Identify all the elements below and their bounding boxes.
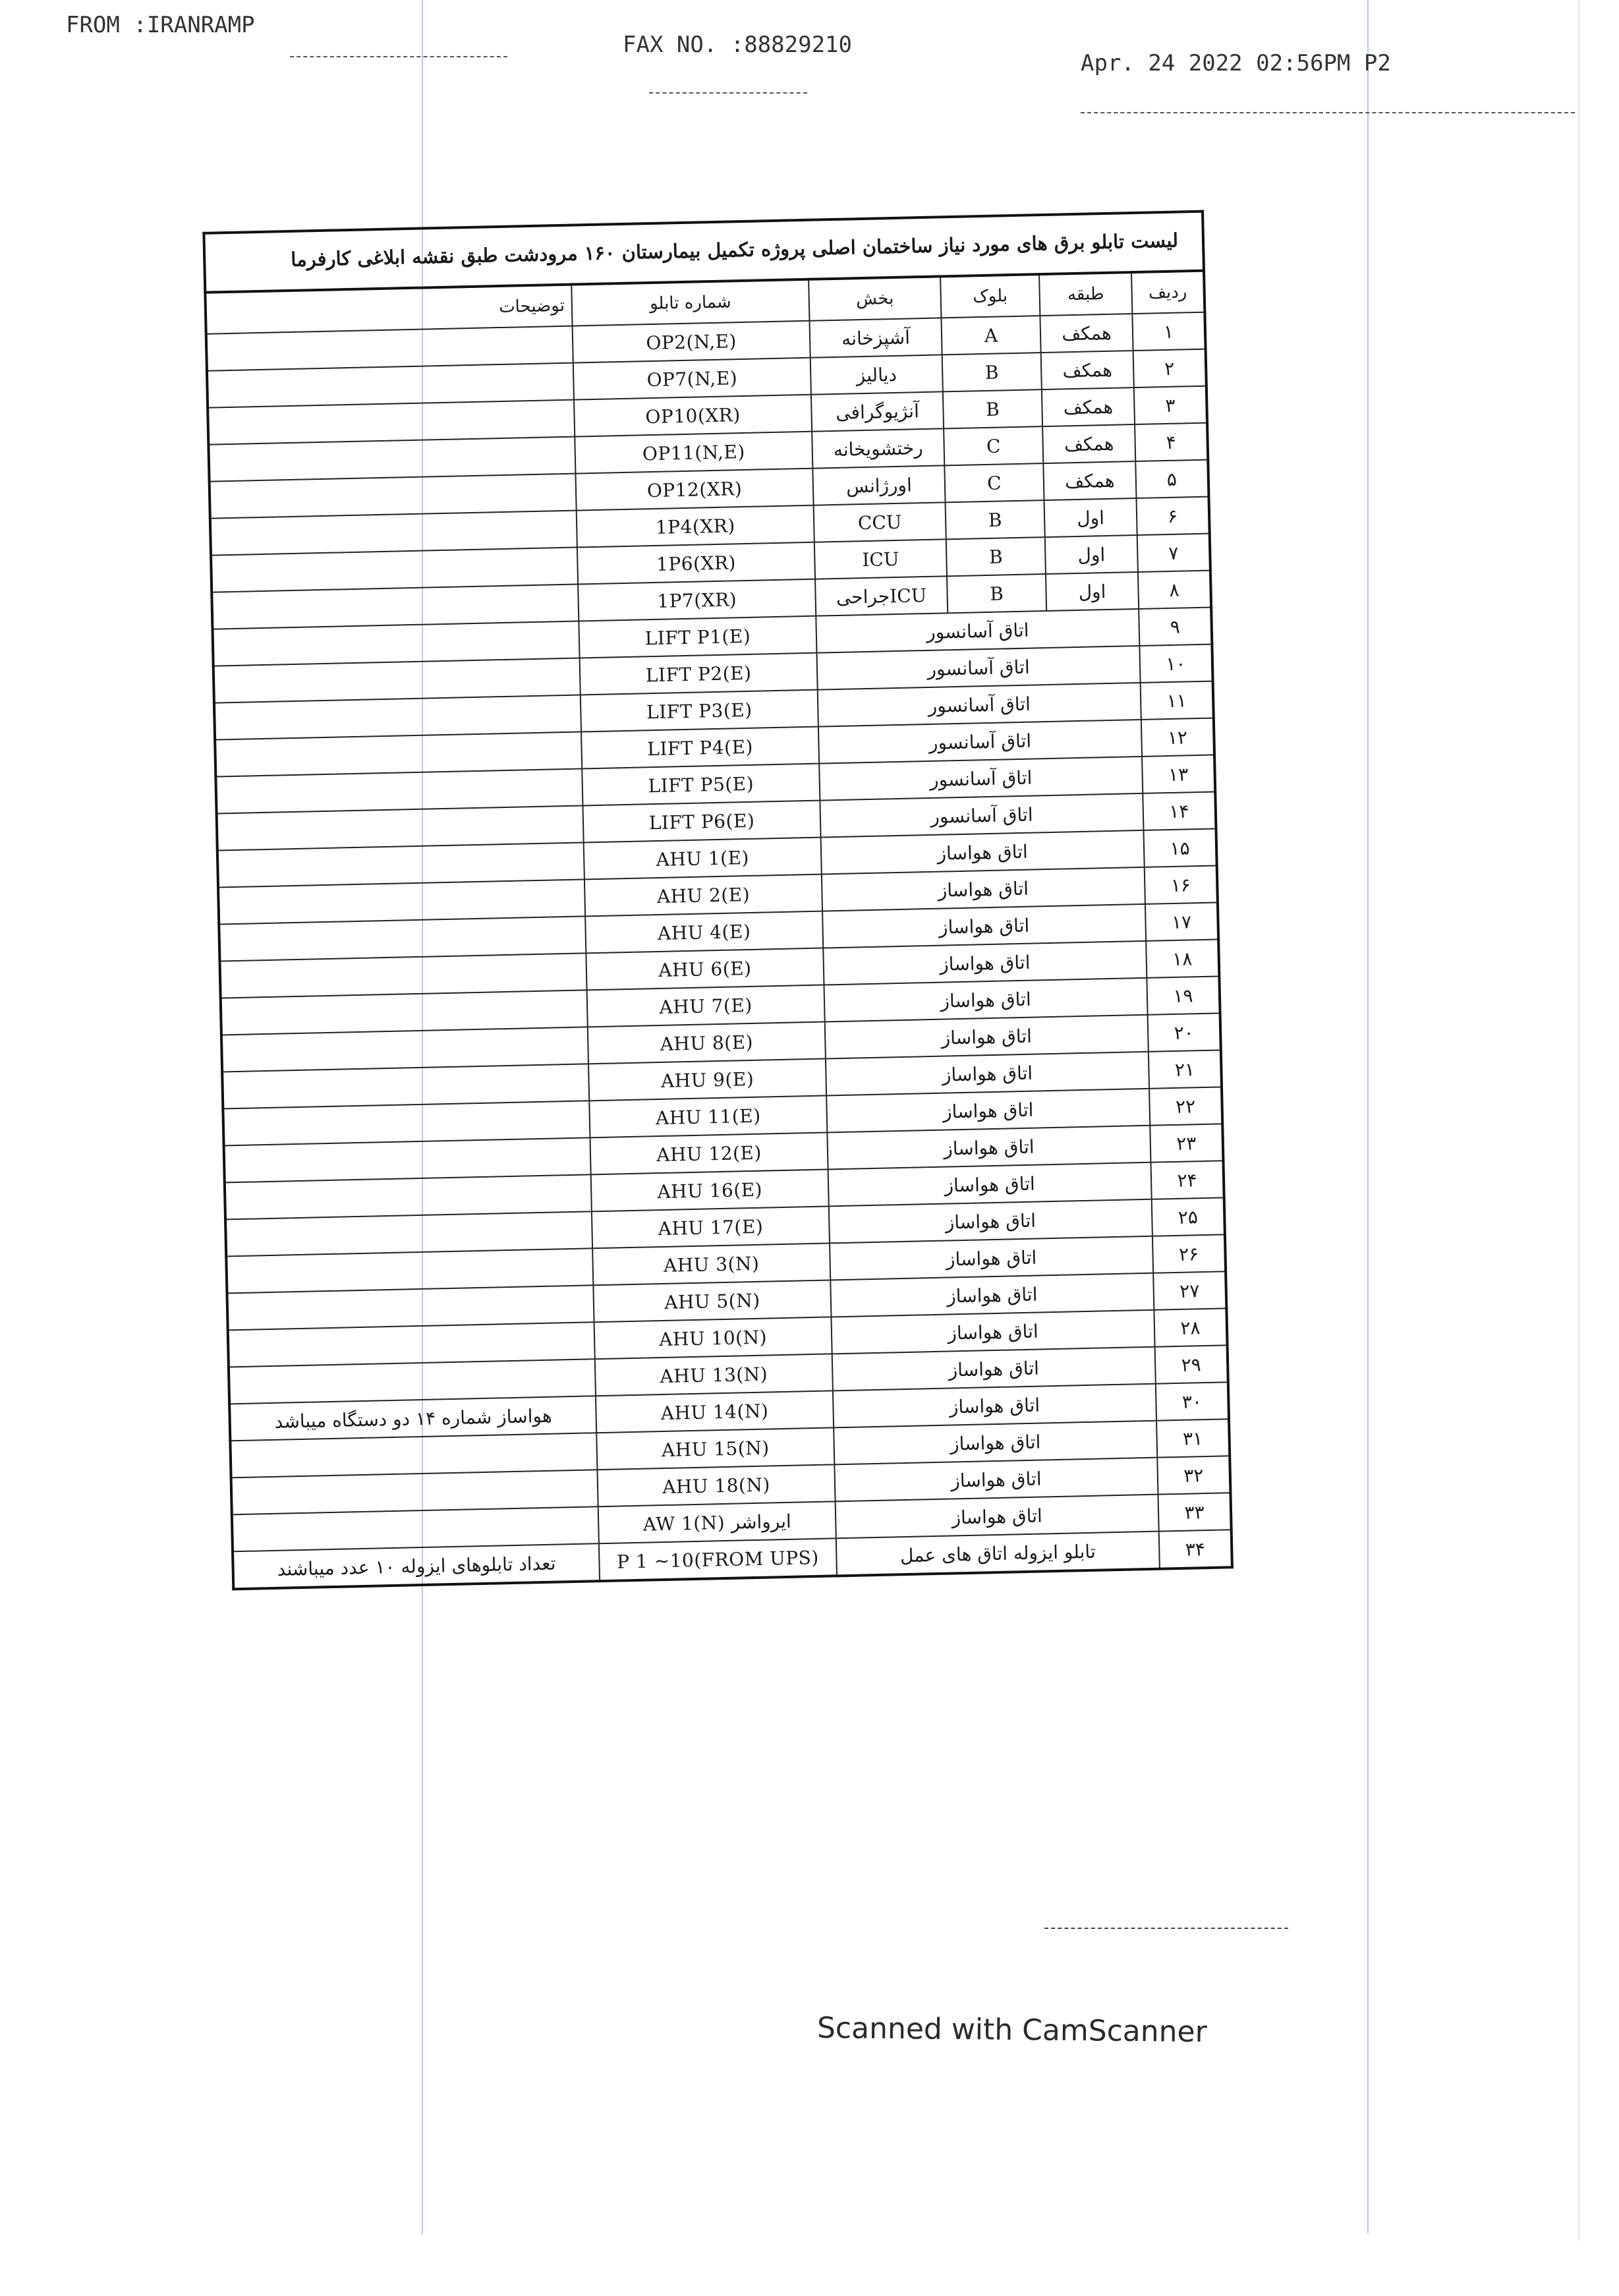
section-cell: اتاق هواساز (832, 1347, 1156, 1391)
panel-number-cell: OP2(N,E) (573, 321, 810, 363)
section-cell: آشپزخانه (809, 318, 942, 357)
block-cell: B (942, 353, 1042, 391)
panel-number-cell: AHU 1(E) (584, 838, 822, 880)
row-number: ۱ (1132, 312, 1205, 351)
row-number: ۱۱ (1141, 681, 1214, 720)
block-cell: B (947, 574, 1046, 613)
sheet-title: لیست تابلو برق های مورد نیاز ساختمان اصلی پروژه تکمیل بیمارستان ۱۶۰ مرودشت طبق نقشه ابلاغی کارفرما (202, 210, 1205, 291)
section-cell: اتاق هواساز (823, 941, 1147, 985)
section-cell: رختشویخانه (812, 428, 944, 468)
block-cell: C (944, 463, 1044, 502)
row-number: ۱۵ (1143, 828, 1216, 867)
section-cell: اتاق هواساز (822, 904, 1146, 948)
section-cell: اتاق هواساز (825, 1015, 1149, 1059)
panel-number-cell: 1P6(XR) (577, 542, 815, 585)
panel-table (204, 270, 1234, 1591)
row-number: ۱۰ (1139, 645, 1212, 683)
floor-cell: همکف (1042, 424, 1135, 463)
fax-number: FAX NO. :88829210 (623, 32, 852, 58)
header-floor: طبقه (1039, 272, 1132, 316)
floor-cell: همکف (1042, 387, 1135, 426)
row-number: ۲۳ (1150, 1124, 1223, 1162)
description-cell: تعداد تابلوهای ایزوله ۱۰ عدد میباشند (233, 1543, 600, 1589)
row-number: ۱۶ (1145, 865, 1218, 904)
row-number: ۳۴ (1159, 1530, 1232, 1568)
panel-number-cell: AHU 18(N) (597, 1464, 835, 1507)
floor-cell: اول (1046, 572, 1139, 611)
row-number: ۲۲ (1149, 1087, 1222, 1125)
floor-cell: همکف (1043, 461, 1136, 500)
row-number: ۲ (1133, 349, 1207, 387)
panel-number-cell: LIFT P3(E) (581, 690, 818, 732)
row-number: ۲۴ (1150, 1161, 1224, 1199)
row-number: ۴ (1135, 423, 1208, 461)
section-cell: اتاق آسانسور (818, 720, 1142, 764)
row-number: ۲۷ (1153, 1271, 1226, 1309)
section-cell: ICUجراحی (815, 576, 948, 616)
section-cell: اتاق آسانسور (816, 646, 1140, 690)
floor-cell: همکف (1040, 314, 1133, 353)
floor-cell: اول (1045, 535, 1138, 574)
block-cell: A (941, 316, 1040, 355)
row-number: ۳ (1134, 386, 1207, 424)
section-cell: اتاق هواساز (822, 867, 1145, 911)
section-cell: CCU (814, 502, 946, 542)
panel-number-cell: AHU 3(N) (592, 1243, 830, 1285)
section-cell: دیالیز (810, 355, 943, 394)
panel-number-cell: AHU 6(E) (586, 948, 824, 990)
header-section: بخش (809, 276, 941, 320)
fax-rule (1081, 112, 1575, 113)
section-cell: اتاق هواساز (834, 1421, 1157, 1465)
fax-rule (290, 56, 507, 57)
scan-edge (1578, 0, 1579, 2241)
header-panel-number: شماره تابلو (571, 279, 809, 326)
panel-number-cell: AHU 14(N) (596, 1391, 834, 1433)
panel-number-cell: AHU 17(E) (592, 1206, 830, 1248)
floor-cell: همکف (1041, 351, 1134, 389)
row-number: ۳۰ (1156, 1382, 1229, 1420)
fax-header (0, 9, 1619, 76)
floor-cell: اول (1044, 498, 1137, 537)
header-block: بلوک (940, 274, 1040, 318)
row-number: ۶ (1136, 497, 1209, 535)
panel-number-cell: LIFT P4(E) (581, 727, 819, 769)
panel-number-cell: AHU 15(N) (596, 1427, 834, 1470)
block-cell: B (943, 389, 1042, 428)
row-number: ۲۱ (1149, 1050, 1222, 1088)
section-cell: اتاق هواساز (827, 1126, 1150, 1170)
panel-number-cell: AW 1(N) ایرواشر (598, 1501, 836, 1543)
section-cell: اتاق هواساز (831, 1310, 1154, 1354)
panel-number-cell: OP10(XR) (574, 395, 812, 437)
row-number: ۲۶ (1152, 1234, 1226, 1273)
section-cell: اتاق هواساز (833, 1384, 1156, 1428)
panel-number-cell: OP11(N,E) (575, 432, 812, 474)
section-cell: اتاق آسانسور (820, 793, 1143, 838)
section-cell: ICU (814, 539, 947, 579)
section-cell: اتاق هواساز (824, 978, 1147, 1022)
panel-number-cell: AHU 12(E) (590, 1132, 828, 1174)
panel-number-cell: LIFT P1(E) (579, 616, 816, 658)
section-cell: اتاق هواساز (834, 1458, 1158, 1502)
row-number: ۲۵ (1152, 1197, 1225, 1236)
panel-number-cell: AHU 5(N) (593, 1280, 831, 1322)
description-cell: هواساز شماره ۱۴ دو دستگاه میباشد (229, 1396, 596, 1441)
fax-from: FROM :IRANRAMP (66, 12, 255, 38)
header-row-number: ردیف (1131, 271, 1205, 314)
section-cell: اتاق هواساز (821, 830, 1145, 875)
panel-number-cell: LIFT P2(E) (580, 653, 818, 695)
fax-rule (649, 92, 807, 94)
panel-number-cell: AHU 16(E) (591, 1169, 829, 1211)
panel-number-cell: LIFT P6(E) (582, 801, 820, 843)
row-number: ۲۹ (1155, 1345, 1228, 1383)
row-number: ۱۲ (1141, 718, 1214, 757)
section-cell: اتاق هواساز (830, 1273, 1154, 1317)
section-cell: اورژانس (812, 465, 945, 505)
section-cell: اتاق هواساز (828, 1162, 1152, 1207)
signature-line (1044, 1928, 1288, 1929)
section-cell: اتاق هواساز (826, 1052, 1149, 1096)
row-number: ۱۹ (1147, 976, 1220, 1014)
row-number: ۳۱ (1156, 1419, 1230, 1457)
row-number: ۲۸ (1154, 1308, 1227, 1346)
panel-number-cell: AHU 7(E) (587, 985, 825, 1027)
section-cell: اتاق آسانسور (818, 683, 1141, 727)
row-number: ۳۲ (1157, 1456, 1230, 1494)
block-cell: B (946, 500, 1045, 539)
block-cell: C (944, 426, 1043, 465)
panel-number-cell: P 1 ~10(FROM UPS) (599, 1538, 837, 1581)
header-description: توضیحات (205, 285, 572, 334)
row-number: ۷ (1137, 534, 1210, 572)
scanner-watermark: Scanned with CamScanner (816, 2011, 1208, 2050)
section-cell: اتاق آسانسور (819, 757, 1143, 801)
panel-number-cell: LIFT P5(E) (582, 764, 820, 806)
panel-number-cell: AHU 13(N) (595, 1354, 833, 1396)
section-cell: اتاق آسانسور (816, 609, 1139, 653)
scan-streak (1367, 0, 1369, 2234)
row-number: ۱۸ (1146, 939, 1219, 977)
row-number: ۱۴ (1143, 792, 1216, 830)
row-number: ۸ (1138, 571, 1211, 609)
panel-number-cell: 1P7(XR) (578, 579, 816, 621)
row-number: ۳۳ (1158, 1493, 1231, 1531)
panel-number-cell: AHU 10(N) (594, 1317, 832, 1359)
panel-number-cell: 1P4(XR) (577, 505, 814, 548)
row-number: ۱۷ (1145, 902, 1218, 940)
row-number: ۵ (1135, 460, 1208, 498)
row-number: ۲۰ (1148, 1013, 1221, 1051)
section-cell: اتاق هواساز (830, 1236, 1153, 1280)
section-cell: تابلو ایزوله اتاق های عمل (836, 1532, 1160, 1576)
section-cell: اتاق هواساز (836, 1495, 1159, 1539)
fax-date: Apr. 24 2022 02:56PM P2 (1081, 50, 1391, 76)
section-cell: اتاق هواساز (829, 1199, 1152, 1244)
panel-number-cell: OP12(XR) (575, 469, 813, 511)
panel-number-cell: AHU 11(E) (589, 1095, 827, 1137)
panel-number-cell: OP7(N,E) (573, 358, 811, 400)
row-number: ۱۳ (1142, 755, 1215, 793)
block-cell: B (946, 537, 1046, 576)
panel-list-sheet (202, 210, 1234, 1613)
row-number: ۹ (1139, 608, 1212, 646)
section-cell: اتاق هواساز (826, 1089, 1150, 1133)
panel-number-cell: AHU 4(E) (585, 911, 823, 954)
panel-number-cell: AHU 8(E) (588, 1022, 826, 1064)
panel-number-cell: AHU 2(E) (584, 875, 822, 917)
panel-number-cell: AHU 9(E) (588, 1058, 826, 1101)
section-cell: آنژیوگرافی (811, 391, 944, 431)
